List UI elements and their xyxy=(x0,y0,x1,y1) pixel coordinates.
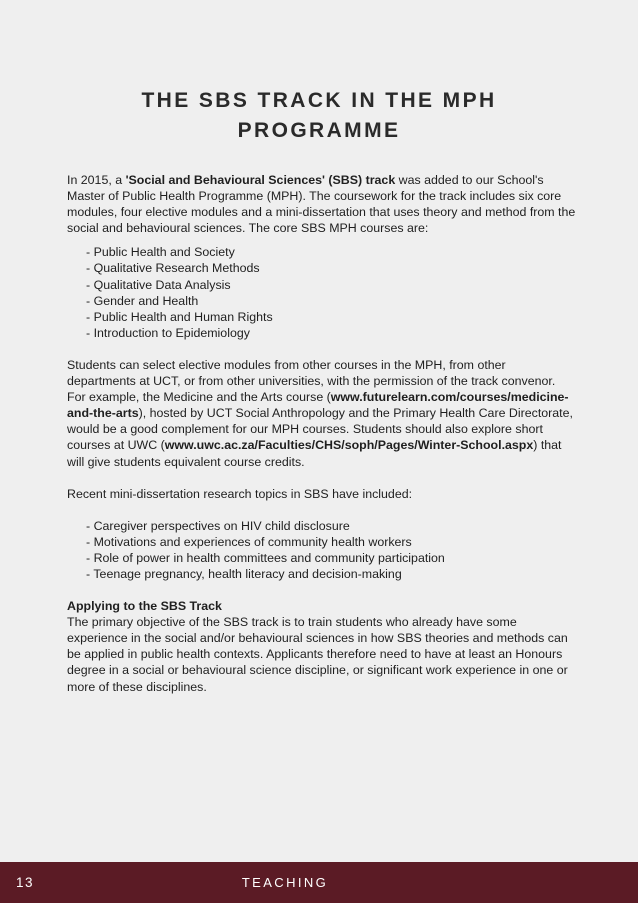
core-courses-list xyxy=(67,244,577,341)
main-content xyxy=(67,172,577,695)
intro-paragraph xyxy=(67,172,577,236)
futurelearn-link[interactable]: www.futurelearn.com/courses/medicine-and-the-arts xyxy=(67,390,569,421)
uwc-link[interactable]: www.uwc.ac.za/Faculties/CHS/soph/Pages/Winter-School.aspx xyxy=(164,438,534,453)
list-item: - Role of power in health committees and community participation xyxy=(86,550,577,566)
page-number: 13 xyxy=(16,875,35,890)
list-item: - Public Health and Human Rights xyxy=(86,309,577,325)
list-item: - Teenage pregnancy, health literacy and decision-making xyxy=(86,566,577,582)
intro-prefix: In 2015, a xyxy=(67,173,126,187)
list-item: - Motivations and experiences of community health workers xyxy=(86,534,577,550)
list-item: - Caregiver perspectives on HIV child disclosure xyxy=(86,518,577,534)
footer-bar xyxy=(0,862,638,903)
intro-suffix: was added to our School's Master of Public Health Programme (MPH). The coursework for the track includes six core modules, four elective modules and a mini-dissertation that uses theory and method from the social and behavioural sciences. The core SBS MPH courses are: xyxy=(67,173,576,236)
list-item: - Qualitative Research Methods xyxy=(86,260,577,276)
applying-heading: Applying to the SBS Track xyxy=(67,599,222,614)
applying-paragraph: The primary objective of the SBS track is to train students who already have some experience in the social and/or behavioural sciences in how SBS theories and methods can be applied in public health contexts. Applicants therefore need to have at least an Honours degree in a social or behavioural science discipline, or significant work experience in one or more of these disciplines. xyxy=(67,615,568,694)
section-label: TEACHING xyxy=(241,875,329,890)
list-item: - Qualitative Data Analysis xyxy=(86,277,577,293)
sbs-track-highlight: 'Social and Behavioural Sciences' (SBS) track xyxy=(125,173,396,187)
electives-paragraph xyxy=(67,357,577,470)
page-title-line-2: PROGRAMME xyxy=(237,119,401,142)
topics-intro: Recent mini-dissertation research topics in SBS have included: xyxy=(67,486,413,501)
page-title-line-1: THE SBS TRACK IN THE MPH xyxy=(141,89,497,112)
electives-text-3: ) that will give students equivalent course credits. xyxy=(67,438,562,469)
page-title xyxy=(0,86,638,146)
list-item: - Introduction to Epidemiology xyxy=(86,325,577,341)
list-item: - Public Health and Society xyxy=(86,244,577,260)
research-topics-list xyxy=(67,518,577,582)
electives-text-2: ), hosted by UCT Social Anthropology and the Primary Health Care Directorate, would be a good complement for our MPH courses. Students should also explore short courses at UWC ( xyxy=(67,406,573,453)
list-item: - Gender and Health xyxy=(86,293,577,309)
electives-text-1: Students can select elective modules from other courses in the MPH, from other departments at UCT, or from other universities, with the permission of the track convenor. For example, the Medicine and the Arts course ( xyxy=(67,357,556,405)
